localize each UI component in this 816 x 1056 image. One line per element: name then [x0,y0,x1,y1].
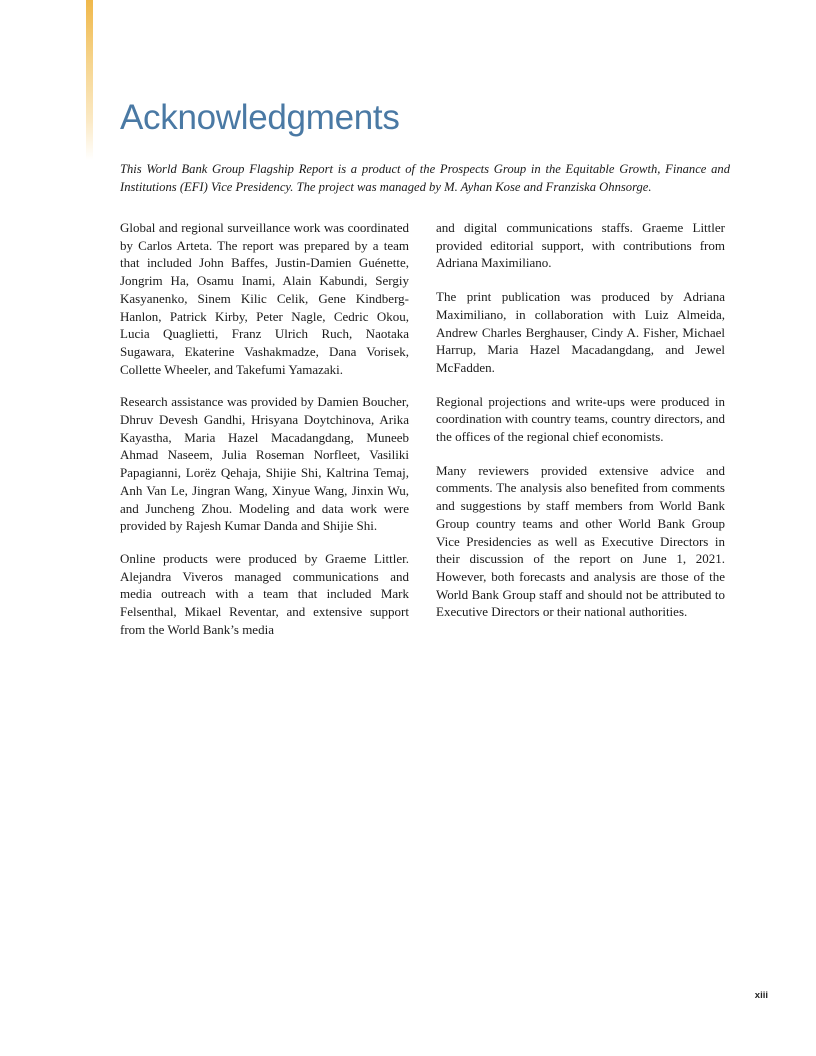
paragraph-surveillance-team: Global and regional surveillance work was coordinated by Carlos Arteta. The report was prepared by a team that included John Baffes, Justin-Damien Guénette, Jongrim Ha, Osamu Inami, Alain Kabundi, Sergiy Kasyanenko, Sinem Kilic Celik, Gene Kindberg-Hanlon, Patrick Kirby, Peter Nagle, Cedric Okou, Lucia Quaglietti, Franz Ulrich Ruch, Naotaka Sugawara, Ekaterine Vashakmadze, Dana Vorisek, Collette Wheeler, and Takefumi Yamazaki. [120,220,409,377]
paragraph-research-assistance: Research assistance was provided by Damien Boucher, Dhruv Devesh Gandhi, Hrisyana Doytchinova, Arika Kayastha, Maria Hazel Macadangdang, Muneeb Ahmad Naseem, Julia Roseman Norfleet, Vasiliki Papagianni, Lorëz Qehaja, Shijie Shi, Kaltrina Temaj, Anh Van Le, Jingran Wang, Xinyue Wang, Jinxin Wu, and Juncheng Zhou. Modeling and data work were provided by Rajesh Kumar Danda and Shijie Shi. [120,394,409,534]
paragraph-print-publication: The print publication was produced by Adriana Maximiliano, in collaboration with Luiz Almeida, Andrew Charles Berghauser, Cindy A. Fisher, Michael Harrup, Maria Hazel Macadangdang, and Jewel McFadden. [436,289,725,375]
page-number: xiii [754,990,768,1001]
paragraph-regional-projections: Regional projections and write-ups were produced in coordination with country teams, country directors, and the offices of the regional chief economists. [436,393,725,445]
intro-paragraph: This World Bank Group Flagship Report is a product of the Prospects Group in the Equitable Growth, Finance and Institutions (EFI) Vice Presidency. The project was managed by M. Ayhan Kose and Franziska Ohnsorge. [120,162,730,194]
paragraph-reviewers: Many reviewers provided extensive advice and comments. The analysis also benefited from comments and suggestions by staff members from World Bank Group country teams and other World Bank Group Vice Presidencies as well as Executive Directors in their discussion of the report on June 1, 2021. However, both forecasts and analysis are those of the World Bank Group staff and should not be attributed to Executive Directors or their national authorities. [436,462,725,620]
paragraph-online-products: Online products were produced by Graeme Littler. Alejandra Viveros managed communications and media outreach with a team that included Mark Felsenthal, Mikael Reventar, and extensive support from the World Bank’s media [120,550,409,637]
paragraph-communications: and digital communications staffs. Graeme Littler provided editorial support, with contributions from Adriana Maximiliano. [436,220,725,271]
decorative-accent-bar [86,0,93,160]
page-title: Acknowledgments [120,98,400,137]
left-column [120,219,409,653]
right-column [436,219,725,637]
